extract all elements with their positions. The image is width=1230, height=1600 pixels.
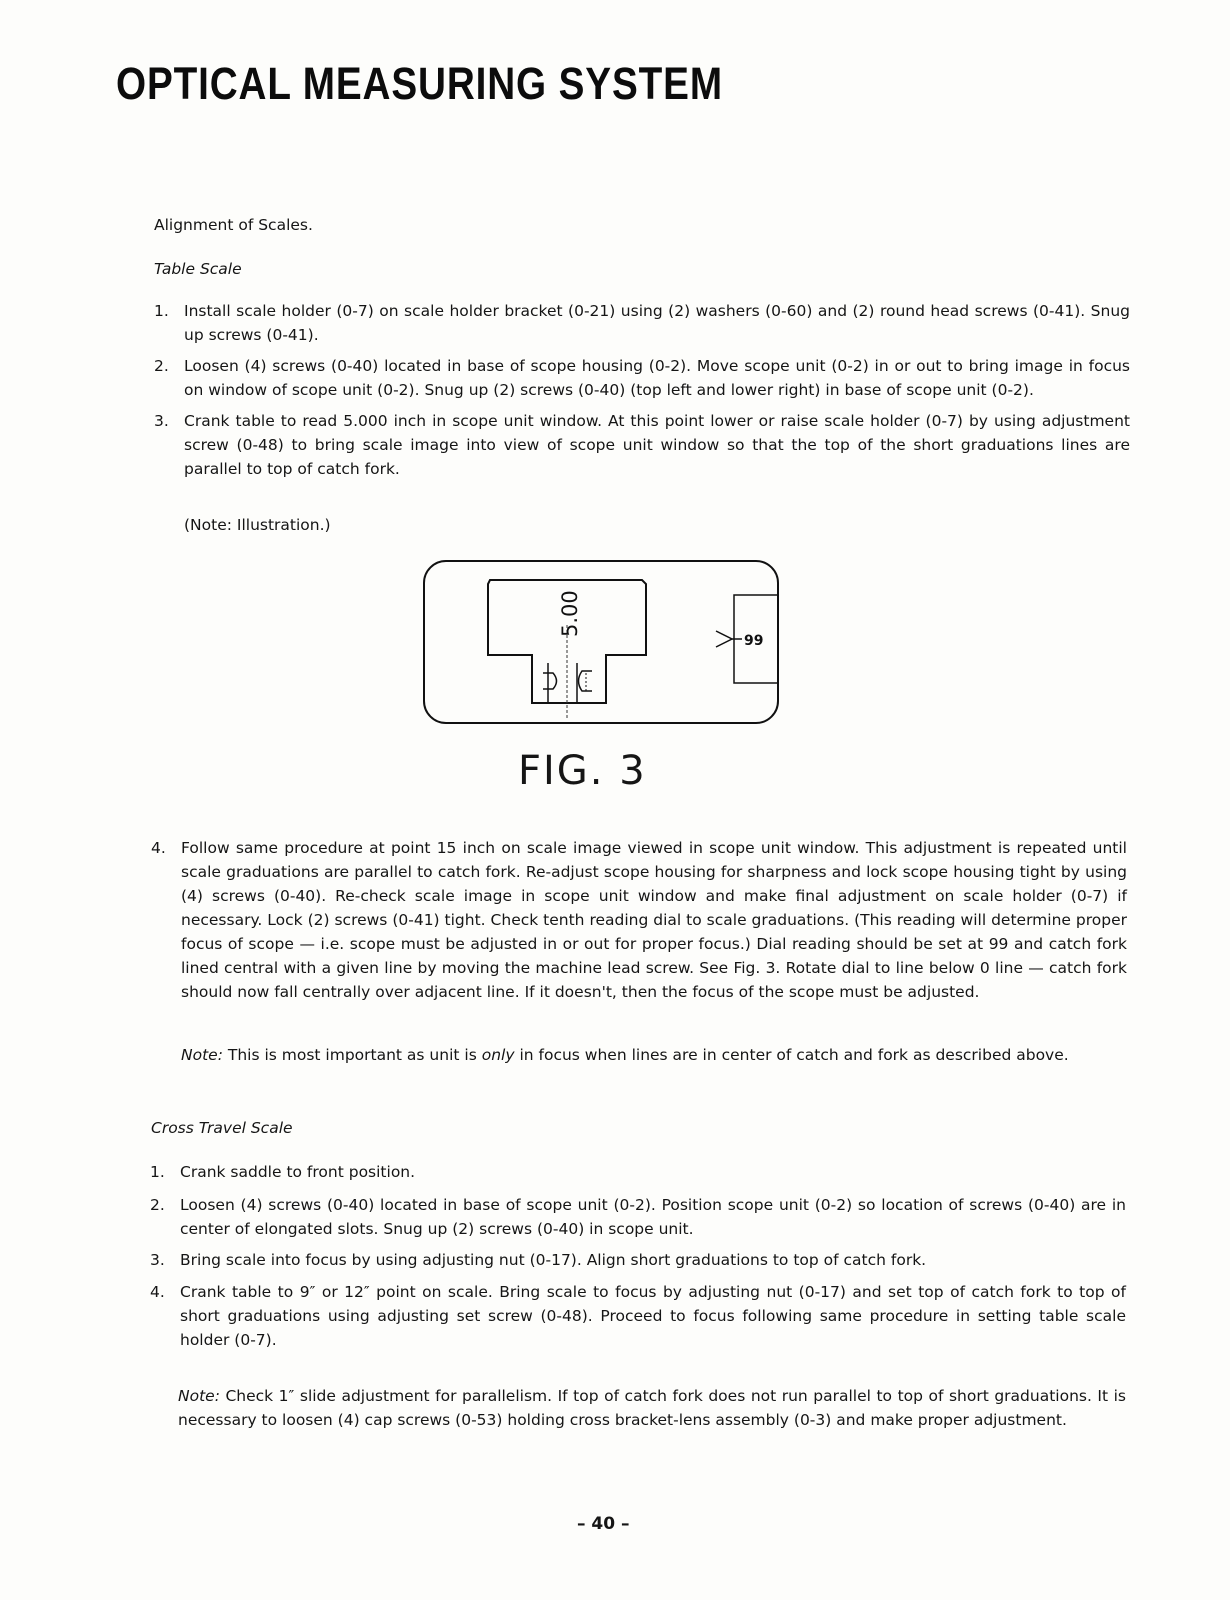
cross-travel-item-4 [150,1280,1126,1352]
focus-note [181,1043,1127,1067]
dial-pointer [716,631,732,647]
item-text: Loosen (4) screws (0-40) located in base of scope unit (0-2). Position scope unit (0-2) so location of screws (0-40) are in center of elongated slots. Snug up (2) screws (0-40) in scope unit. [180,1196,1126,1238]
scope-window-diagram [420,555,786,730]
table-scale-item-3 [154,409,1130,481]
item-text: Loosen (4) screws (0-40) located in base of scope housing (0-2). Move scope unit (0-2) in or out to bring image in focus on window of scope unit (0-2). Snug up (2) screws (0-40) (top left and lower right) in base of scope unit (0-2). [184,357,1130,399]
table-scale-item-2 [154,354,1130,402]
fork-tine-right [579,671,593,691]
item-number: 4. [151,839,166,857]
item-text: Crank table to read 5.000 inch in scope unit window. At this point lower or raise scale holder (0-7) by using adjustment screw (0-48) to bring scale image into view of scope unit window so that the top of the short graduations lines are parallel to top of catch fork. [184,412,1130,478]
illustration-note: (Note: Illustration.) [184,516,331,534]
page-number: – 40 – [577,1514,630,1534]
note-text: Check 1″ slide adjustment for parallelism. If top of catch fork does not run parallel to top of short graduations. It is necessary to loosen (4) cap screws (0-53) holding cross bracket-lens assembly (0-3) and make proper adjustment. [178,1386,1126,1429]
table-scale-item-4 [151,836,1127,1004]
cross-travel-item-3 [150,1248,1126,1272]
figure-caption: FIG. 3 [518,748,647,794]
note-emphasis: only [481,1045,515,1064]
item-text: Follow same procedure at point 15 inch on scale image viewed in scope unit window. This adjustment is repeated until scale graduations are parallel to catch fork. Re-adjust scope housing for sharpness and lock scope housing tight by using (4) screws (0-40). Re-check scale image in scope unit window and make final adjustment on scale holder (0-7) if necessary. Lock (2) screws (0-41) tight. Check tenth reading dial to scale graduations. (This reading will determine proper focus of scope — i.e. scope must be adjusted in or out for proper focus.) Dial reading should be set at 99 and catch fork lined central with a given line by moving the machine lead screw. See Fig. 3. Rotate dial to line below 0 line — catch fork should now fall centrally over adjacent line. If it doesn't, then the focus of the scope must be adjusted. [181,839,1127,1001]
item-number: 1. [150,1163,165,1181]
cross-travel-item-1 [150,1160,1126,1184]
item-number: 3. [150,1251,165,1269]
item-number: 4. [150,1283,165,1301]
item-number: 2. [150,1196,165,1214]
note-label: Note: [181,1045,223,1064]
item-number: 1. [154,302,169,320]
item-text: Crank table to 9″ or 12″ point on scale. Bring scale to focus by adjusting nut (0-17) and set top of catch fork to top of short graduations using adjusting set screw (0-48). Proceed to focus following same procedure in setting table scale holder (0-7). [180,1283,1126,1349]
section-heading: Alignment of Scales. [154,216,313,234]
item-text: Install scale holder (0-7) on scale holder bracket (0-21) using (2) washers (0-60) and (2) round head screws (0-41). Snug up screws (0-41). [184,302,1130,344]
page-title: OPTICAL MEASURING SYSTEM [116,58,723,109]
item-number: 3. [154,412,169,430]
dial-reading-label: 99 [744,633,764,649]
fork-tine-left [543,673,557,689]
note-text: This is most important as unit is [227,1045,477,1064]
note-label: Note: [178,1386,220,1405]
cross-travel-heading: Cross Travel Scale [151,1119,293,1137]
cross-travel-item-2 [150,1193,1126,1241]
table-scale-heading: Table Scale [154,260,242,278]
table-scale-item-1 [154,299,1130,347]
item-text: Bring scale into focus by using adjusting nut (0-17). Align short graduations to top of catch fork. [180,1251,927,1269]
parallelism-note [178,1384,1126,1432]
scale-reading-label: 5.00 [558,590,582,637]
note-text: in focus when lines are in center of catch and fork as described above. [519,1045,1069,1064]
item-number: 2. [154,357,169,375]
item-text: Crank saddle to front position. [180,1163,416,1181]
